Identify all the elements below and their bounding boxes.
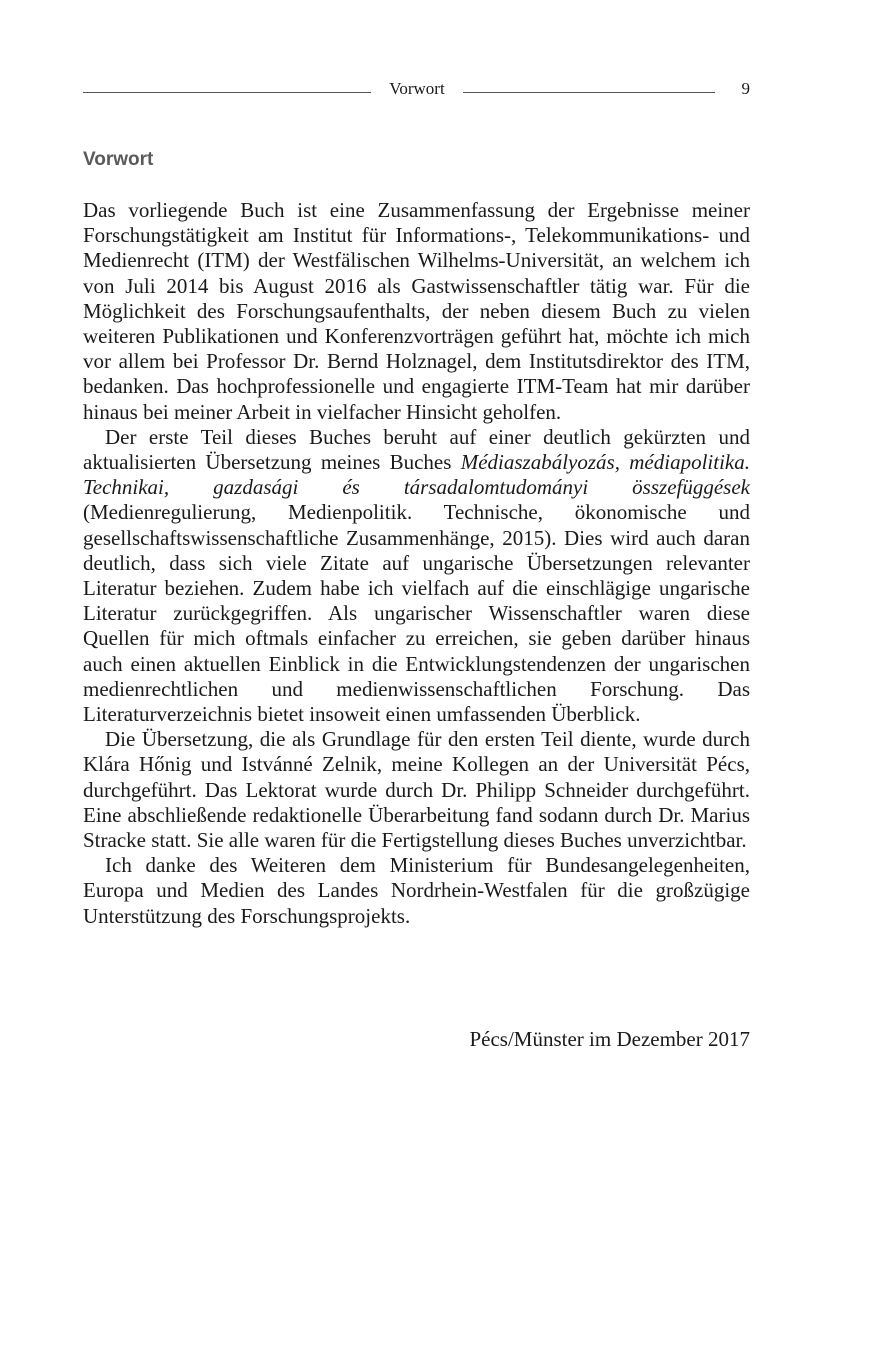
paragraph-3: Die Übersetzung, die als Grundlage für den ersten Teil diente, wurde durch Klára Hőnig und Istvánné Zelnik, meine Kollegen an der Universität Pécs, durchgeführt. Das Lektorat wurde durch Dr. Philipp Schneider durchgeführt. Eine abschließende redaktionelle Überarbeitung fand sodann durch Dr. Marius Stracke statt. Sie alle waren für die Fertigstellung dieses Buches unverzichtbar. — [83, 727, 750, 853]
section-heading: Vorwort — [83, 149, 154, 170]
paragraph-2-text-after: (Medienregulierung, Medienpolitik. Technische, ökonomische und gesellschaftswissenschaftliche Zusammenhänge, 2015). Dies wird auch daran deutlich, dass sich viele Zitate auf ungarische Übersetzungen relevanter Literatur beziehen. Zudem habe ich vielfach auf die einschlägige ungarische Literatur zurückgegriffen. Als ungarischer Wissenschaftler waren diese Quellen für mich oftmals einfacher zu erreichen, sie geben darüber hinaus auch einen aktuellen Einblick in die Entwicklungstendenzen der ungarischen medienrechtlichen und medienwissenschaftlichen Forschung. Das Literaturverzeichnis bietet insoweit einen umfassenden Überblick. — [83, 500, 750, 727]
running-head-rule-right — [463, 92, 715, 93]
page-number: 9 — [741, 79, 750, 98]
running-head — [83, 78, 750, 100]
paragraph-2-text-before: Der erste Teil dieses Buches beruht auf einer deutlich gekürzten und aktualisierten Übersetzung meines Buches — [83, 424, 750, 475]
paragraph-4: Ich danke des Weiteren dem Ministerium für Bundesangelegenheiten, Europa und Medien des Landes Nordrhein-Westfalen für die großzügige Unterstützung des Forschungsprojekts. — [83, 853, 750, 928]
closing-place-date: Pécs/Münster im Dezember 2017 — [469, 1027, 750, 1051]
paragraph-2 — [83, 425, 750, 727]
running-head-rule-left — [83, 92, 371, 93]
book-title-italic: Médiaszabályozás, médiapolitika. Technikai, gazdasági és társadalomtudományi összefüggések — [83, 450, 750, 500]
paragraph-1: Das vorliegende Buch ist eine Zusammenfassung der Ergebnisse meiner Forschungstätigkeit am Institut für Informations-, Telekommunikations- und Medienrecht (ITM) der Westfälischen Wilhelms-Universität, an welchem ich von Juli 2014 bis August 2016 als Gastwissenschaftler tätig war. Für die Möglichkeit des Forschungsaufenthalts, der neben diesem Buch zu vielen weiteren Publikationen und Konferenzvorträgen geführt hat, möchte ich mich vor allem bei Professor Dr. Bernd Holznagel, dem Institutsdirektor des ITM, bedanken. Das hochprofessionelle und engagierte ITM-Team hat mir darüber hinaus bei meiner Arbeit in vielfacher Hinsicht geholfen. — [83, 198, 750, 424]
body-text — [83, 198, 750, 929]
running-head-title: Vorwort — [389, 79, 445, 98]
